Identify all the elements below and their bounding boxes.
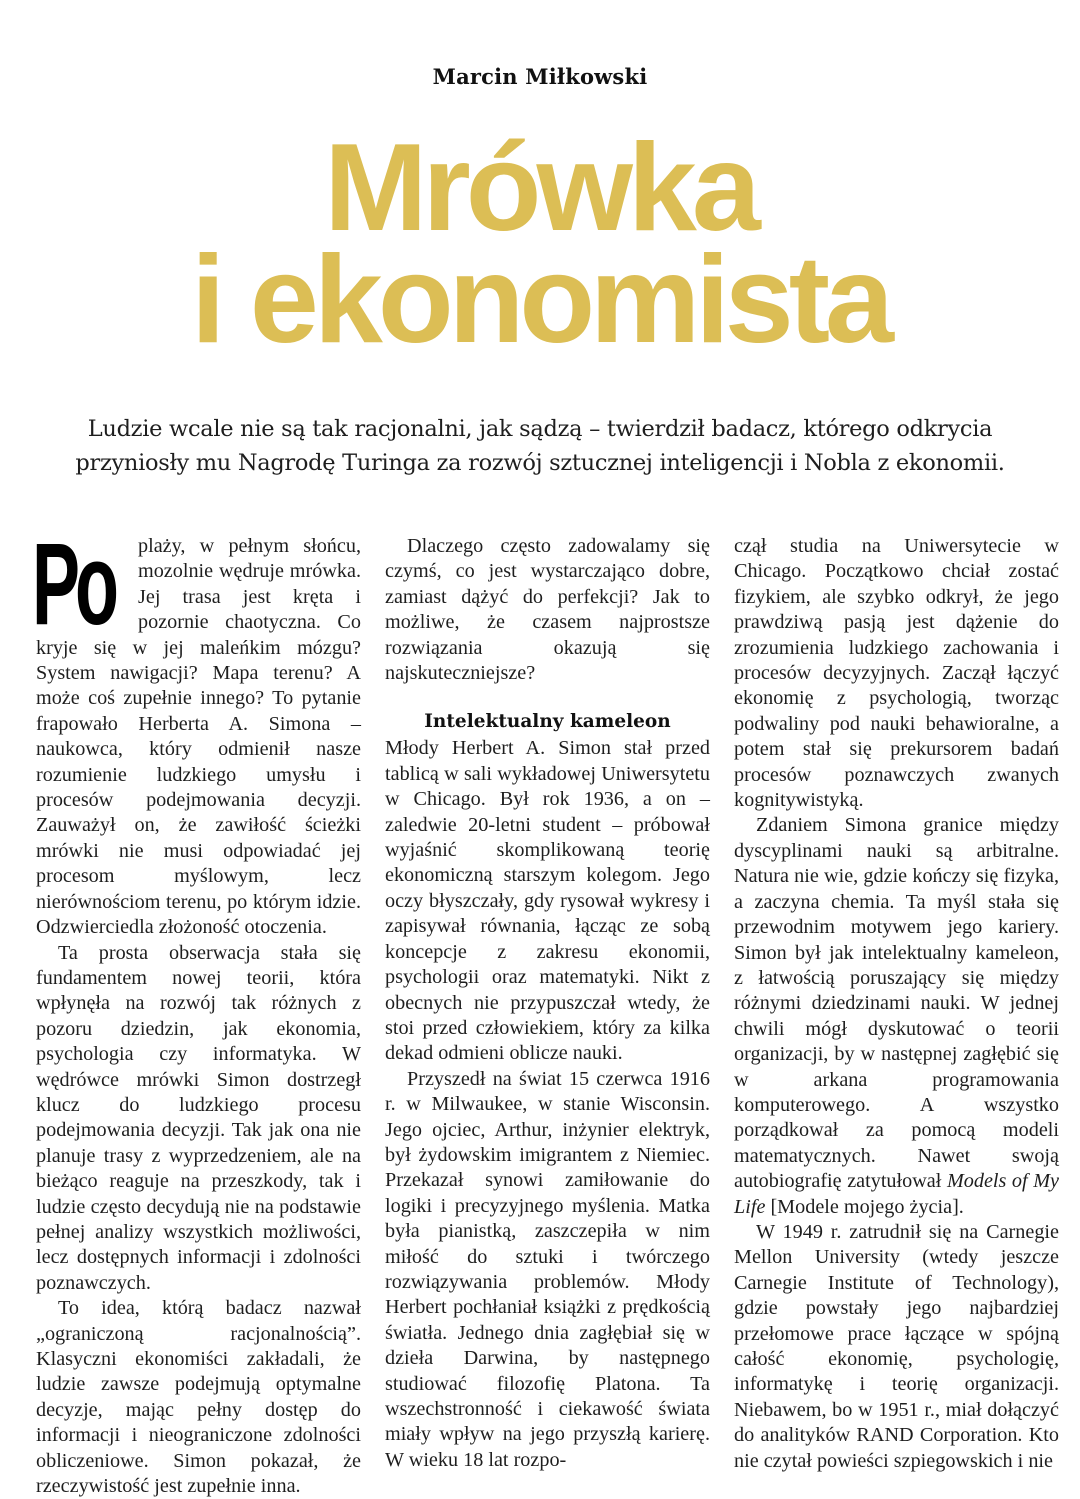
paragraph: Dlaczego często zadowalamy się czymś, co jest wystarczająco dobre, zamiast dążyć do perfekcji? Jak to możliwe, że czasem najprostsze rozwiązania okazują się najskuteczniejsze? xyxy=(385,535,710,685)
paragraph: Młody Herbert A. Simon stał przed tablicą w sali wykładowej Uniwersytetu w Chicago. Był rok 1936, a on – zaledwie 20-letni student – próbował wyjaśnić skomplikowaną teorię ekonomiczną starszym kolegom. Jego oczy błyszczały, gdy rysował wykresy i zapisywał równania, łącząc ze sobą koncepcje z zakresu ekonomii, psychologii oraz matematyki. Nikt z obecnych nie przypuszczał wtedy, że stoi przed człowiekiem, który za kilka dekad odmieni oblicze nauki. xyxy=(385,737,710,1065)
paragraph: W 1949 r. zatrudnił się na Carnegie Mellon University (wtedy jeszcze Carnegie Institute of Technology), gdzie powstały jego najbardziej przełomowe prace łączące w spójną całość ekonomię, psychologię, informatykę i teorię organizacji. Niebawem, bo w 1951 r., miał dołączyć do analityków RAND Corporation. Kto nie czytał powieści szpiegowskich i nie xyxy=(734,1220,1059,1472)
title-line-1: Mrówka xyxy=(324,119,756,257)
section-subheading: Intelektualny kameleon xyxy=(424,711,671,733)
paragraph xyxy=(32,519,361,941)
paragraph: Ta prosta obserwacja stała się fundamentem nowej teorii, która wpłynęła na rozwój tak różnych z pozoru dziedzin, jak ekonomia, psychologia czy informatyka. W wędrówce mrówki Simon dostrzegł klucz do ludzkiego procesu podejmowania decyzji. Tak jak ona nie planuje trasy z wyprzedzeniem, ale na bieżąco reaguje na przeszkody, tak i ludzie często decydują nie na podstawie pełnej analizy wszystkich możliwości, lecz dostępnych informacji i zdolności poznawczych. xyxy=(36,941,361,1294)
article-body xyxy=(32,519,1060,1498)
book-title: Models of My Life xyxy=(734,1170,1059,1218)
title-line-2: i ekonomista xyxy=(191,231,889,369)
article-lead: Ludzie wcale nie są tak racjonalni, jak sądzą – twierdził badacz, którego odkrycia przyniosły mu Nagrodę Turinga za rozwój sztucznej inteligencji i Nobla z ekonomii. xyxy=(75,416,1005,476)
drop-cap: Po xyxy=(32,519,114,649)
author-byline: Marcin Miłkowski xyxy=(432,64,648,89)
paragraph-text: Zdaniem Simona granice między dyscyplinami nauki są arbitralne. Natura nie wie, gdzie kończy się fizyka, a zaczyna chemia. Ta myśl stała się przewodnim motywem jego kariery. Simon był jak intelektualny kameleon, z łatwością poruszający się między różnymi dziedzinami nauki. W jednej chwili mógł dyskutować o teorii organizacji, by w następnej zagłębić się w arkana programowania komputerowego. A wszystko porządkował za pomocą modeli matematycznych. Nawet swoją autobiografię zatytułował xyxy=(734,814,1059,1193)
paragraph: Przyszedł na świat 15 czerwca 1916 r. w Milwaukee, w stanie Wisconsin. Jego ojciec, Arthur, inżynier elektryk, był żydowskim imigrantem z Niemiec. Przekazał synowi zamiłowanie do logiki i precyzyjnego myślenia. Matka była pianistką, zaszczepiła w nim miłość do sztuki i twórczego rozwiązywania problemów. Młody Herbert pochłaniał książki z prędkością światła. Jednego dnia zagłębiał się w dzieła Darwina, by następnego studiować filozofię Platona. Ta wszechstronność i ciekawość świata miały wpływ na jego przyszłą karierę. W wieku 18 lat rozpo- xyxy=(385,1067,710,1471)
paragraph-text: plaży, w pełnym słońcu, mozolnie wędruje mrówka. Jej trasa jest kręta i pozornie chaotyczna. Co kryje się w jej maleńkim mózgu? System nawigacji? Mapa terenu? A może coś zupełnie innego? To pytanie frapowało Herberta A. Simona – naukowca, który odmienił nasze rozumienie ludzkiego umysłu i procesów podejmowania decyzji. Zauważył on, że zawiłość ścieżki mrówki nie musi odpowiadać jej procesom myślowym, lecz nierównościom terenu, po którym idzie. Odzwierciedla złożoność otoczenia. xyxy=(36,535,361,939)
paragraph: To idea, którą badacz nazwał „ograniczoną racjonalnością”. Klasyczni ekonomiści zakładali, że ludzie zawsze podejmują optymalne decyzje, mając pełny dostęp do informacji i nieograniczone zdolności obliczeniowe. Simon pokazał, że rzeczywistość jest zupełnie inna. xyxy=(36,1297,361,1498)
paragraph xyxy=(734,813,1059,1220)
paragraph-text: [Modele mojego życia]. xyxy=(765,1195,964,1218)
column-1 xyxy=(32,519,361,1498)
paragraph: czął studia na Uniwersytecie w Chicago. Początkowo chciał zostać fizykiem, ale szybko odkrył, że jego prawdziwą pasją jest dążenie do zrozumienia ludzkiego zachowania i procesów decyzyjnych. Zaczął łączyć ekonomię z psychologią, tworząc podwaliny pod nauki behawioralne, a potem stał się prekursorem badań procesów poznawczych zwanych kognitywistyką. xyxy=(734,535,1059,812)
article-title xyxy=(0,119,1080,369)
column-3 xyxy=(734,534,1059,1472)
column-2 xyxy=(385,534,710,1471)
